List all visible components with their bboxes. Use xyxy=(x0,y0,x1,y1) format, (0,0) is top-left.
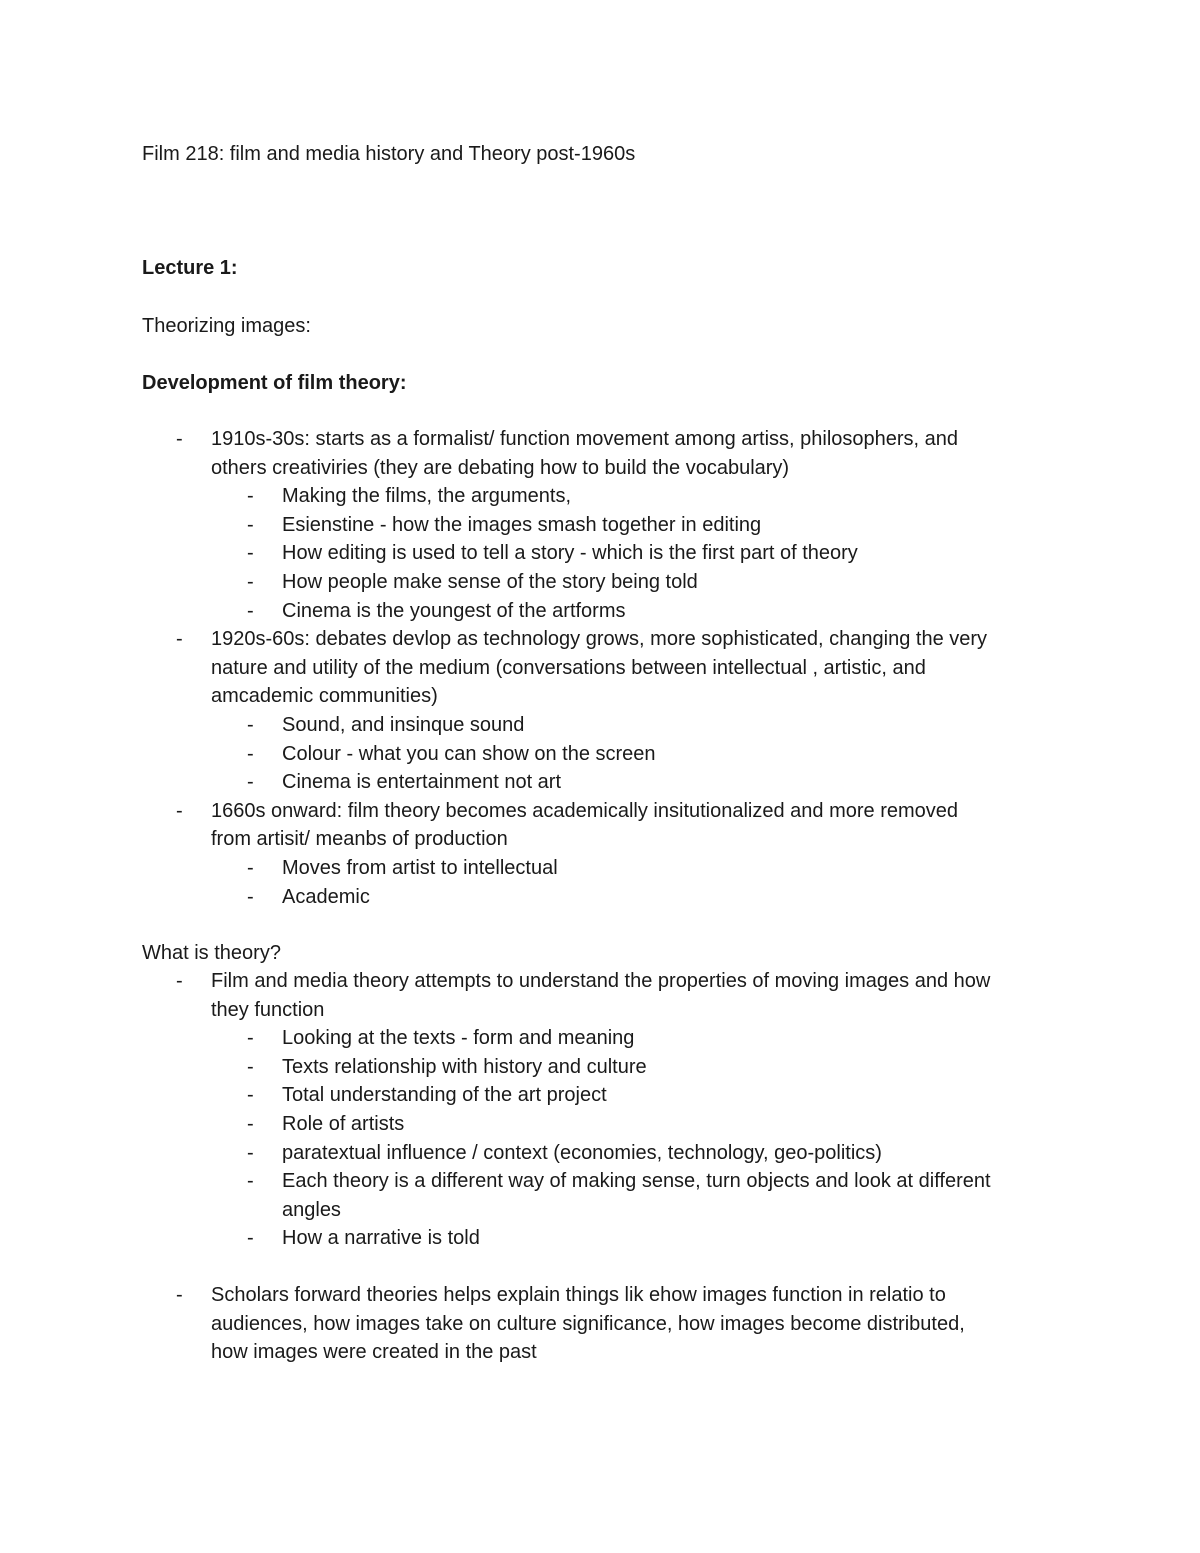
list-item-text: they function xyxy=(211,998,325,1021)
list-item-text: How people make sense of the story being told xyxy=(282,570,698,593)
dash-bullet: - xyxy=(247,1141,254,1164)
list-item xyxy=(0,1024,991,1053)
list-item xyxy=(0,883,987,912)
theory-heading: What is theory? xyxy=(142,942,281,964)
dash-bullet: - xyxy=(247,1027,254,1050)
list-item-text: Making the films, the arguments, xyxy=(282,485,572,508)
dash-bullet: - xyxy=(176,628,183,651)
dash-bullet: - xyxy=(247,1170,254,1193)
list-item-text: How a narrative is told xyxy=(282,1227,480,1250)
dash-bullet: - xyxy=(247,742,254,765)
list-item-text: Scholars forward theories helps explain things lik ehow images function in relatio to xyxy=(211,1284,946,1306)
list-item-text: nature and utility of the medium (conversations between intellectual , artistic, and xyxy=(211,656,926,679)
list-item xyxy=(0,539,987,568)
list-item xyxy=(0,625,987,711)
list-item xyxy=(0,1224,991,1253)
scholars-list xyxy=(0,1281,965,1367)
dash-bullet: - xyxy=(247,1227,254,1250)
theory-list xyxy=(0,967,991,1253)
list-item xyxy=(0,768,987,797)
dash-bullet: - xyxy=(247,885,254,908)
dash-bullet: - xyxy=(247,1112,254,1135)
list-item-text: Each theory is a different way of making sense, turn objects and look at different xyxy=(282,1170,991,1193)
list-item xyxy=(0,1139,991,1168)
list-item-text: angles xyxy=(282,1198,341,1221)
dash-bullet: - xyxy=(247,570,254,593)
dash-bullet: - xyxy=(247,485,254,508)
dash-bullet: - xyxy=(247,542,254,565)
list-item xyxy=(0,797,987,854)
dash-bullet: - xyxy=(176,970,183,992)
list-item xyxy=(0,482,987,511)
section-label: Theorizing images: xyxy=(142,315,311,337)
list-item-text: Role of artists xyxy=(282,1112,405,1135)
list-item xyxy=(0,740,987,769)
list-item-text: Esienstine - how the images smash together in editing xyxy=(282,513,762,536)
list-item xyxy=(0,1167,991,1224)
list-item-text: Cinema is entertainment not art xyxy=(282,771,562,794)
list-item xyxy=(0,425,987,482)
list-item-text: Sound, and insinque sound xyxy=(282,713,525,736)
dash-bullet: - xyxy=(247,513,254,536)
list-item xyxy=(0,1053,991,1082)
list-item-text: audiences, how images take on culture significance, how images become distributed, xyxy=(211,1312,965,1335)
list-item xyxy=(0,1281,965,1367)
document-title: Film 218: film and media history and Theory post-1960s xyxy=(142,143,636,165)
lecture-heading: Lecture 1: xyxy=(142,257,238,279)
list-item xyxy=(0,568,987,597)
list-item-text: Academic xyxy=(282,885,370,908)
list-item-text: how images were created in the past xyxy=(211,1341,537,1364)
list-item-text: amcademic communities) xyxy=(211,685,438,708)
dash-bullet: - xyxy=(247,713,254,736)
list-item-text: Film and media theory attempts to understand the properties of moving images and how xyxy=(211,970,991,992)
development-list xyxy=(0,425,987,911)
list-item-text: 1920s-60s: debates devlop as technology grows, more sophisticated, changing the very xyxy=(211,628,988,651)
list-item-text: 1910s-30s: starts as a formalist/ function movement among artiss, philosophers, and xyxy=(211,428,959,450)
list-item xyxy=(0,1110,991,1139)
list-item-text: Cinema is the youngest of the artforms xyxy=(282,599,626,622)
dash-bullet: - xyxy=(176,799,183,822)
list-item xyxy=(0,854,987,883)
list-item-text: Total understanding of the art project xyxy=(282,1084,607,1107)
list-item xyxy=(0,967,991,1024)
dash-bullet: - xyxy=(247,599,254,622)
list-item xyxy=(0,511,987,540)
dash-bullet: - xyxy=(247,771,254,794)
dash-bullet: - xyxy=(247,1084,254,1107)
list-item xyxy=(0,597,987,626)
list-item-text: paratextual influence / context (economies, technology, geo-politics) xyxy=(282,1141,882,1164)
dash-bullet: - xyxy=(247,856,254,879)
list-item-text: Colour - what you can show on the screen xyxy=(282,742,656,765)
list-item-text: from artisit/ meanbs of production xyxy=(211,828,508,851)
dash-bullet: - xyxy=(247,1055,254,1078)
dash-bullet: - xyxy=(176,428,183,450)
list-item-text: Looking at the texts - form and meaning xyxy=(282,1027,635,1050)
list-item-text: Moves from artist to intellectual xyxy=(282,856,558,879)
list-item-text: others creativiries (they are debating how to build the vocabulary) xyxy=(211,456,790,479)
list-item xyxy=(0,1081,991,1110)
list-item-text: 1660s onward: film theory becomes academically insitutionalized and more removed xyxy=(211,799,959,822)
dash-bullet: - xyxy=(176,1284,183,1306)
list-item xyxy=(0,711,987,740)
list-item-text: How editing is used to tell a story - which is the first part of theory xyxy=(282,542,858,565)
list-item-text: Texts relationship with history and culture xyxy=(282,1055,647,1078)
development-heading: Development of film theory: xyxy=(142,372,407,394)
